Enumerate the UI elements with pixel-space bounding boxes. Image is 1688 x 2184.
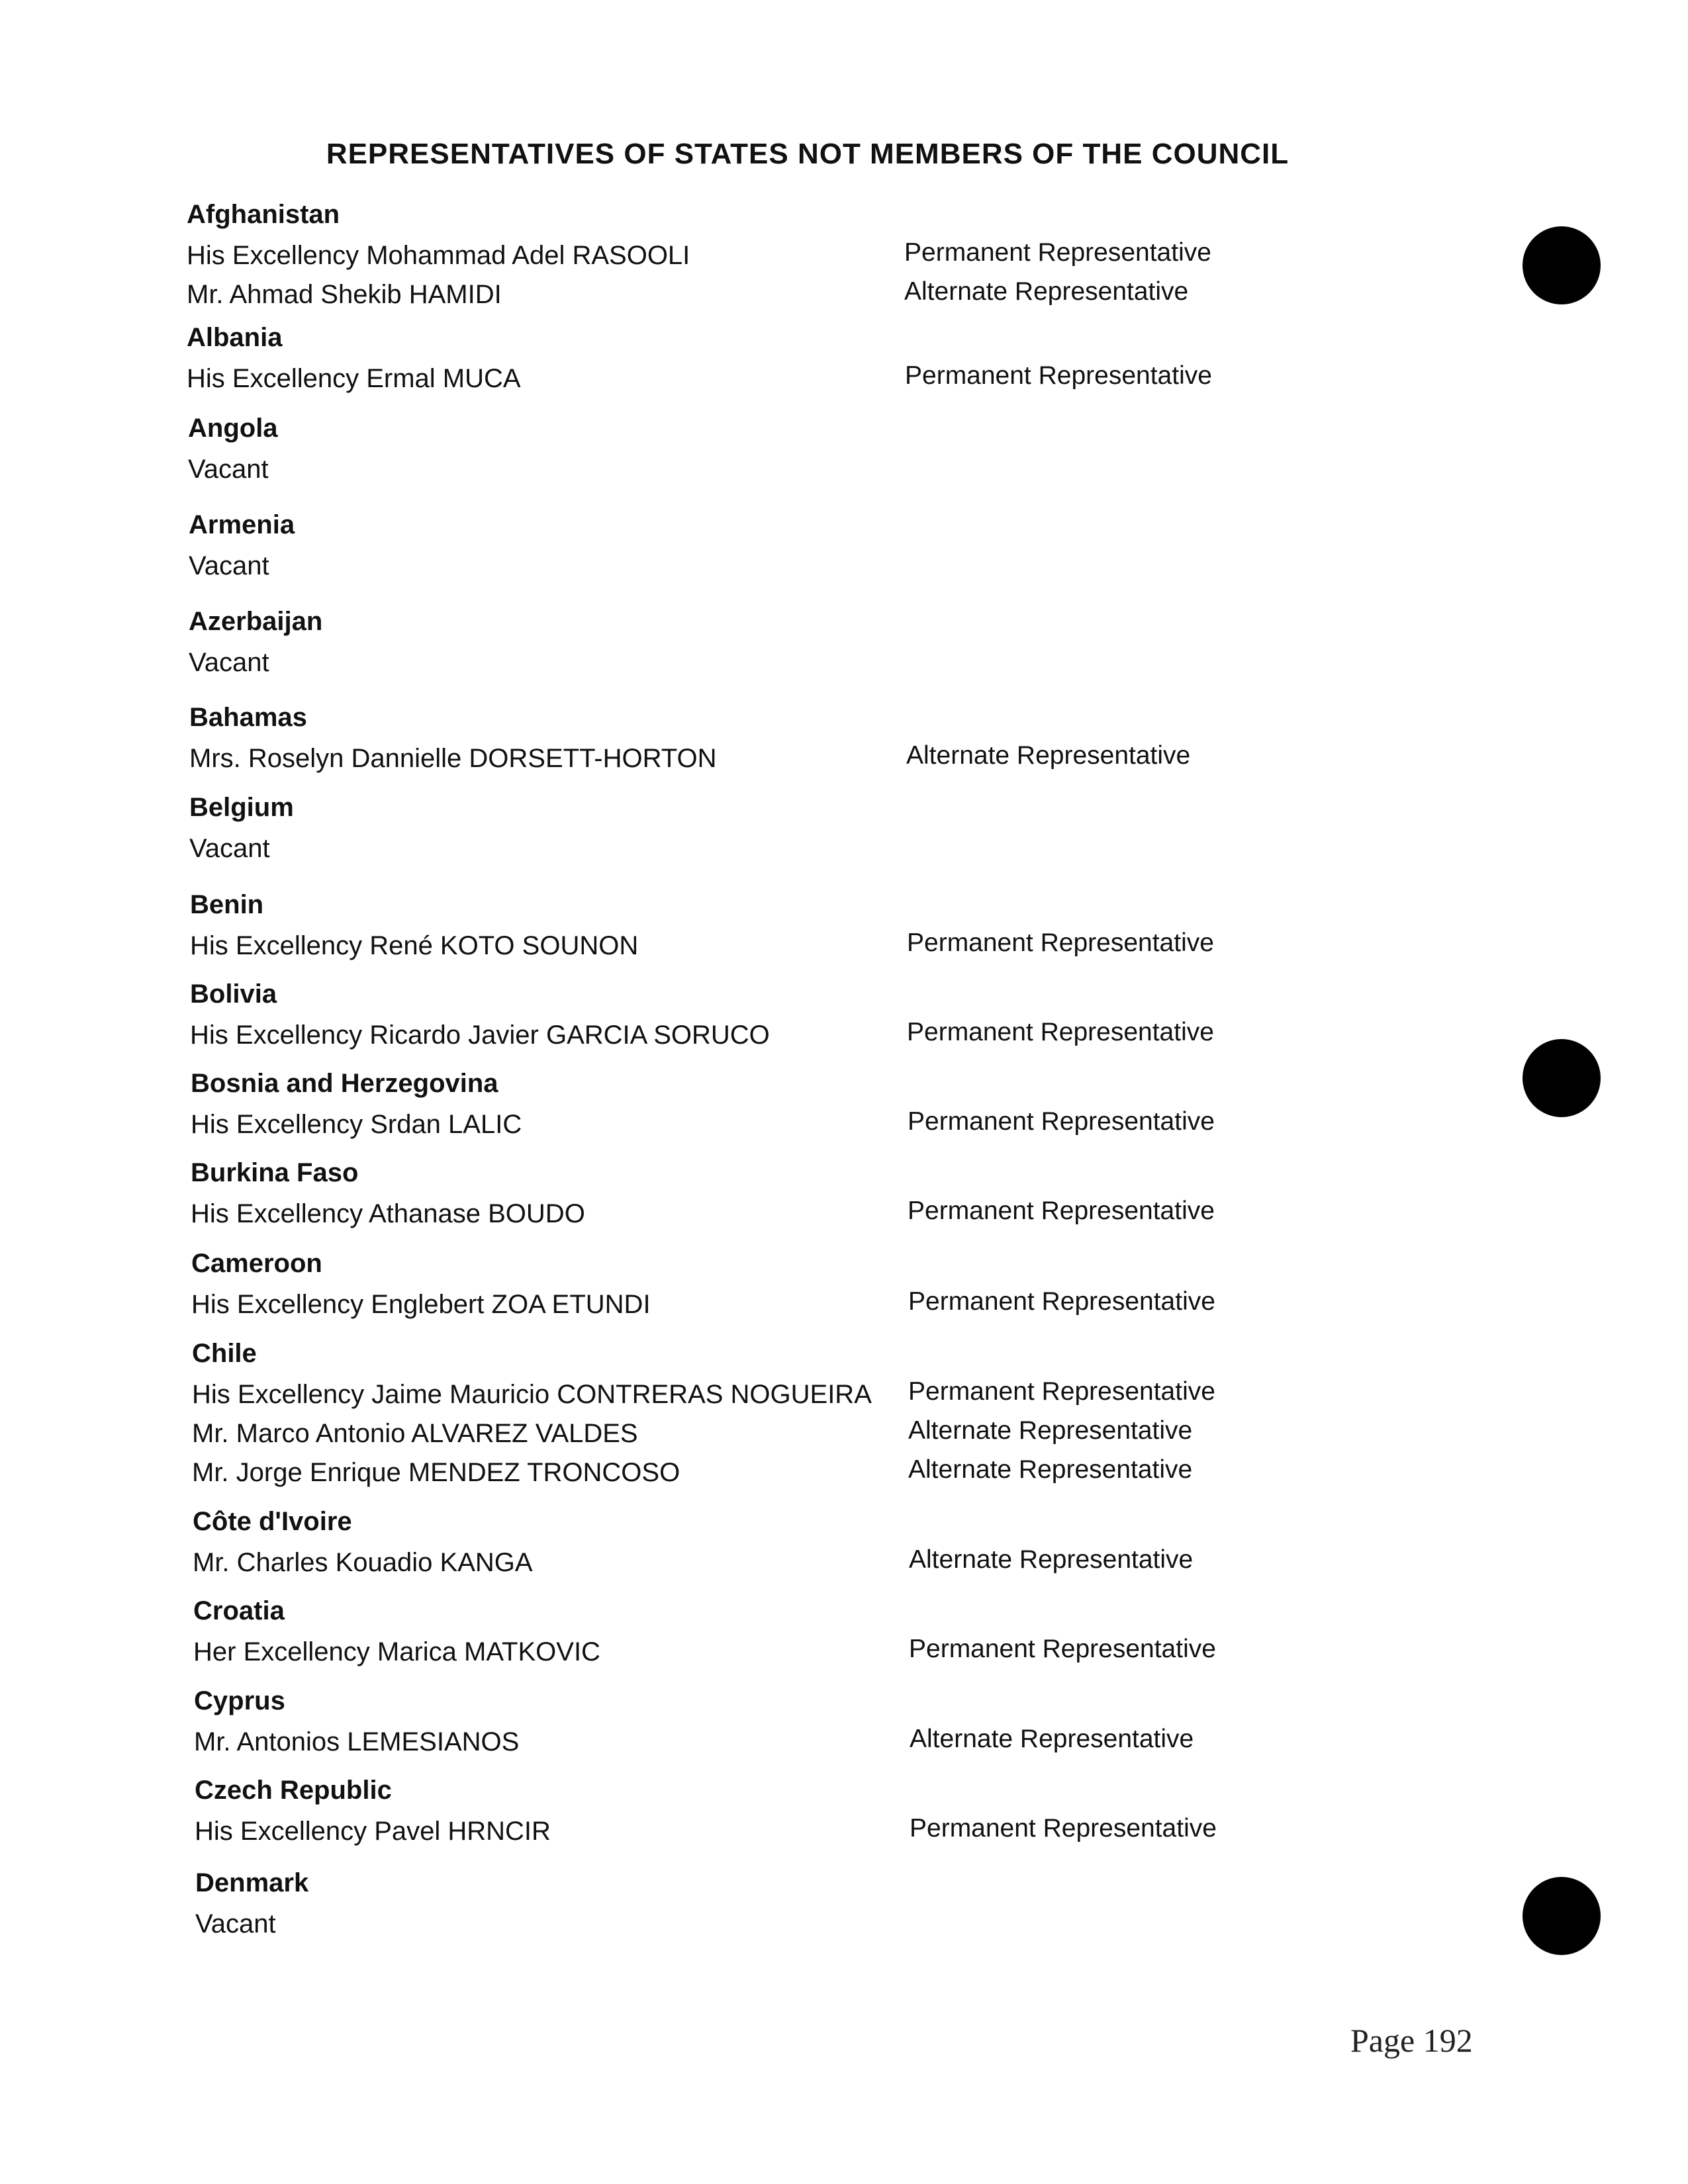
representative-role: Permanent Representative	[908, 1287, 1215, 1316]
representative-role: Permanent Representative	[910, 1814, 1217, 1843]
representative-name: Mr. Antonios LEMESIANOS	[194, 1727, 520, 1756]
representative-role: Permanent Representative	[908, 1377, 1215, 1406]
punch-hole-icon	[1523, 1039, 1601, 1117]
representative-role: Permanent Representative	[904, 238, 1211, 267]
representative-role: Alternate Representative	[904, 277, 1189, 306]
country-heading: Cameroon	[191, 1249, 322, 1278]
country-heading: Bahamas	[189, 703, 307, 732]
country-heading: Armenia	[189, 510, 295, 539]
country-heading: Denmark	[195, 1868, 309, 1897]
country-heading: Croatia	[193, 1596, 285, 1625]
representative-name: Mr. Marco Antonio ALVAREZ VALDES	[192, 1419, 638, 1448]
representative-role: Permanent Representative	[905, 361, 1212, 390]
country-heading: Angola	[188, 414, 278, 443]
country-heading: Cyprus	[194, 1686, 285, 1715]
representative-name: Vacant	[195, 1909, 276, 1938]
representative-name: His Excellency Athanase BOUDO	[191, 1199, 585, 1228]
punch-hole-icon	[1523, 226, 1601, 304]
representative-name: Vacant	[189, 834, 270, 863]
country-heading: Afghanistan	[187, 200, 340, 229]
representative-role: Permanent Representative	[908, 1197, 1215, 1225]
representative-name: Vacant	[189, 648, 269, 677]
representative-role: Permanent Representative	[908, 1107, 1215, 1136]
representative-role: Permanent Representative	[907, 1018, 1214, 1046]
representative-name: Vacant	[189, 551, 269, 580]
representative-name: His Excellency Mohammad Adel RASOOLI	[187, 241, 690, 270]
country-heading: Benin	[190, 890, 264, 919]
punch-hole-icon	[1523, 1877, 1601, 1955]
representative-role: Alternate Representative	[908, 1455, 1193, 1484]
country-heading: Albania	[187, 323, 283, 352]
representative-name: Her Excellency Marica MATKOVIC	[193, 1637, 600, 1666]
country-heading: Bosnia and Herzegovina	[191, 1069, 498, 1098]
page-number: Page 192	[1350, 2022, 1473, 2059]
country-heading: Belgium	[189, 793, 294, 822]
representative-name: Mr. Ahmad Shekib HAMIDI	[187, 280, 502, 309]
country-heading: Chile	[192, 1339, 257, 1368]
country-heading: Bolivia	[190, 979, 277, 1009]
country-heading: Côte d'Ivoire	[193, 1507, 352, 1536]
representative-role: Alternate Representative	[909, 1545, 1194, 1574]
representative-name: His Excellency Ricardo Javier GARCIA SORUCO	[190, 1021, 770, 1050]
representative-role: Alternate Representative	[908, 1416, 1193, 1445]
representative-name: His Excellency Jaime Mauricio CONTRERAS NOGUEIRA	[192, 1380, 872, 1409]
country-heading: Burkina Faso	[191, 1158, 359, 1187]
representative-role: Alternate Representative	[906, 741, 1191, 770]
representative-name: Mrs. Roselyn Dannielle DORSETT-HORTON	[189, 744, 717, 773]
country-heading: Azerbaijan	[189, 607, 323, 636]
representative-name: Mr. Charles Kouadio KANGA	[193, 1548, 533, 1577]
representative-name: Vacant	[188, 455, 269, 484]
country-heading: Czech Republic	[195, 1776, 392, 1805]
representative-name: His Excellency Ermal MUCA	[187, 364, 521, 393]
representative-role: Permanent Representative	[907, 929, 1214, 957]
representative-name: His Excellency Pavel HRNCIR	[195, 1817, 551, 1846]
representative-role: Permanent Representative	[909, 1635, 1216, 1663]
representative-name: His Excellency Srdan LALIC	[191, 1110, 522, 1139]
representative-role: Alternate Representative	[910, 1725, 1194, 1753]
representative-name: His Excellency Englebert ZOA ETUNDI	[191, 1290, 651, 1319]
representative-name: His Excellency René KOTO SOUNON	[190, 931, 639, 960]
page-title: REPRESENTATIVES OF STATES NOT MEMBERS OF THE COUNCIL	[326, 138, 1289, 170]
representative-name: Mr. Jorge Enrique MENDEZ TRONCOSO	[192, 1458, 680, 1487]
